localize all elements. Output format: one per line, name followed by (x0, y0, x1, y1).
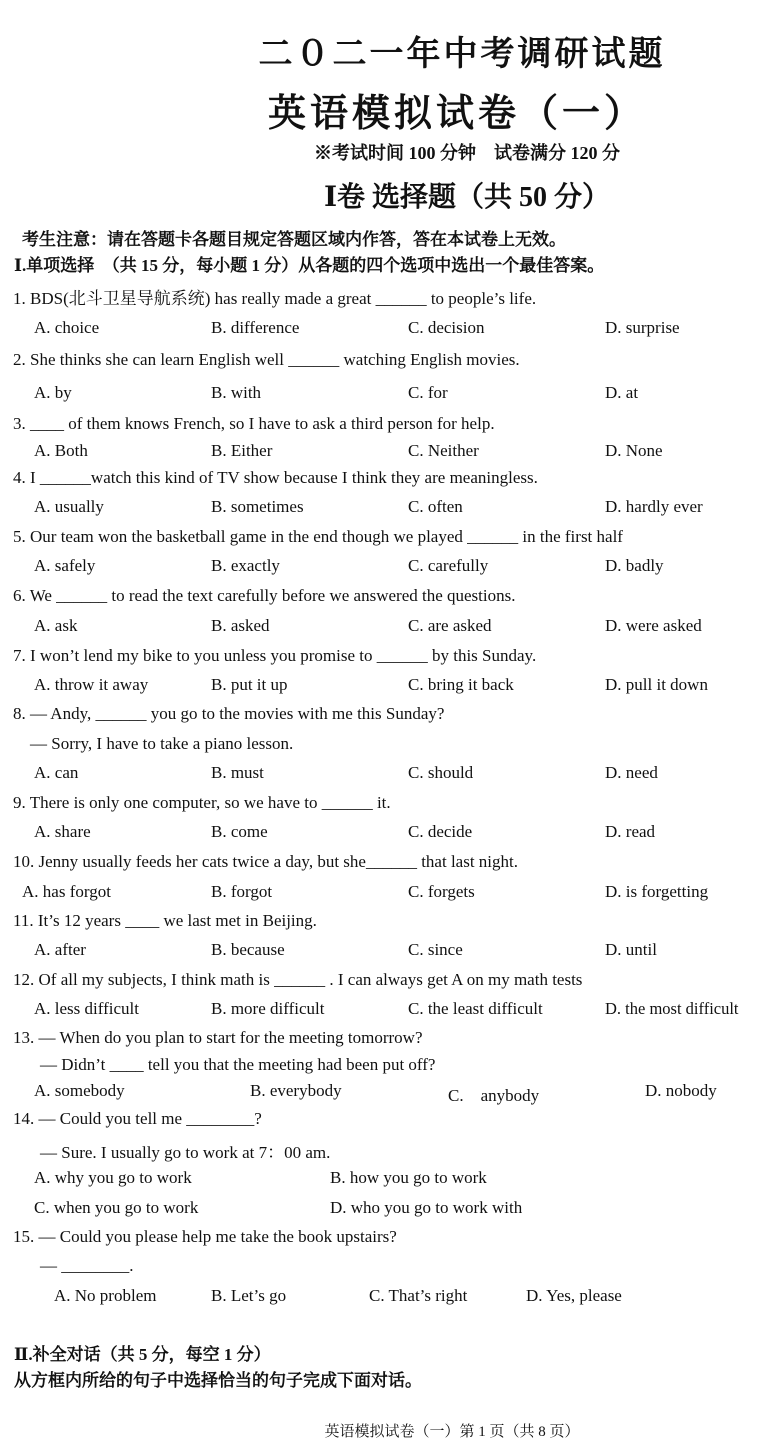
option-c: C. forgets (408, 882, 475, 901)
option-b: B. sometimes (211, 497, 304, 516)
option-b: B. difference (211, 318, 300, 337)
option-b: B. more difficult (211, 999, 325, 1018)
option-c: C. anybody (448, 1086, 540, 1105)
option-d: D. were asked (605, 616, 702, 635)
option-b: B. asked (211, 616, 270, 635)
option-d: D. nobody (645, 1081, 717, 1100)
option-b: B. how you go to work (330, 1168, 487, 1187)
option-a: A. safely (34, 556, 96, 575)
option-c: C. decision (408, 318, 485, 337)
option-d: D. need (605, 763, 658, 782)
option-b: B. everybody (250, 1081, 342, 1100)
option-c: C. That’s right (369, 1286, 468, 1305)
option-a: A. has forgot (22, 882, 111, 901)
option-a: A. less difficult (34, 999, 139, 1018)
option-d: D. the most difficult (605, 999, 739, 1018)
question-stem: 12. Of all my subjects, I think math is ______ . I can always get A on my math tests (13, 970, 583, 989)
option-d: D. None (605, 441, 663, 460)
question-stem-reply: — Sure. I usually go to work at 7：00 am. (40, 1143, 331, 1162)
question-stem: 13. — When do you plan to start for the meeting tomorrow? (13, 1028, 423, 1047)
part-title: Ⅰ卷 选择题（共 50 分） (323, 182, 611, 213)
option-c: C. carefully (408, 556, 489, 575)
option-c: C. bring it back (408, 675, 514, 694)
option-b: B. exactly (211, 556, 280, 575)
option-c: C. should (408, 763, 474, 782)
option-b: B. because (211, 940, 285, 959)
question-stem: 9. There is only one computer, so we have to ______ it. (13, 793, 391, 812)
option-b: B. with (211, 383, 262, 402)
option-a: A. can (34, 763, 79, 782)
option-d: D. Yes, please (526, 1286, 622, 1305)
page-subtitle: 英语模拟试卷（一） (267, 93, 646, 135)
question-stem: 15. — Could you please help me take the book upstairs? (13, 1227, 397, 1246)
question-stem: 2. She thinks she can learn English well ______ watching English movies. (13, 350, 520, 369)
question-stem: 1. BDS(北斗卫星导航系统) has really made a great ______ to people’s life. (13, 289, 537, 308)
option-a: A. usually (34, 497, 104, 516)
option-d: D. pull it down (605, 675, 708, 694)
question-stem-reply: — Didn’t ____ tell you that the meeting had been put off? (40, 1055, 436, 1074)
question-stem: 4. I ______watch this kind of TV show because I think they are meaningless. (13, 468, 538, 487)
question-stem: 8. — Andy, ______ you go to the movies with me this Sunday? (13, 704, 445, 723)
option-c: C. decide (408, 822, 473, 841)
option-a: A. why you go to work (34, 1168, 192, 1187)
option-a: A. share (34, 822, 91, 841)
option-c: C. often (408, 497, 463, 516)
section2-instruction: 从方框内所给的句子中选择恰当的句子完成下面对话。 (14, 1371, 422, 1390)
option-a: A. No problem (54, 1286, 157, 1305)
option-a: A. ask (34, 616, 78, 635)
page-title: 二０二一年中考调研试题 (258, 36, 666, 73)
option-d: D. surprise (605, 318, 680, 337)
question-stem-reply: — Sorry, I have to take a piano lesson. (30, 734, 294, 753)
option-c: C. Neither (408, 441, 479, 460)
option-c: C. the least difficult (408, 999, 543, 1018)
option-b: B. Either (211, 441, 273, 460)
option-c: C. when you go to work (34, 1198, 199, 1217)
question-stem: 10. Jenny usually feeds her cats twice a day, but she______ that last night. (13, 852, 519, 871)
option-a: A. Both (34, 441, 88, 460)
question-stem: 14. — Could you tell me ________? (13, 1109, 262, 1128)
option-b: B. must (211, 763, 264, 782)
section1-heading: Ⅰ.单项选择 （共 15 分，每小题 1 分）从各题的四个选项中选出一个最佳答案。 (14, 256, 605, 275)
question-stem: 11. It’s 12 years ____ we last met in Beijing. (13, 911, 317, 930)
option-d: D. until (605, 940, 657, 959)
question-stem: 6. We ______ to read the text carefully before we answered the questions. (13, 586, 516, 605)
exam-info: ※考试时间 100 分钟 试卷满分 120 分 (314, 143, 620, 163)
option-d: D. who you go to work with (330, 1198, 523, 1217)
option-d: D. badly (605, 556, 664, 575)
option-b: B. come (211, 822, 268, 841)
option-d: D. is forgetting (605, 882, 709, 901)
section2-heading: Ⅱ.补全对话（共 5 分，每空 1 分） (14, 1345, 271, 1364)
option-b: B. forgot (211, 882, 273, 901)
option-d: D. hardly ever (605, 497, 703, 516)
question-stem-reply: — ________. (40, 1256, 134, 1275)
option-c: C. for (408, 383, 448, 402)
option-a: A. throw it away (34, 675, 149, 694)
question-stem: 5. Our team won the basketball game in the end though we played ______ in the first half (13, 527, 623, 546)
option-a: A. somebody (34, 1081, 125, 1100)
option-b: B. put it up (211, 675, 288, 694)
option-d: D. read (605, 822, 656, 841)
page-footer: 英语模拟试卷（一）第 1 页（共 8 页） (324, 1424, 580, 1440)
option-c: C. are asked (408, 616, 492, 635)
option-a: A. by (34, 383, 72, 402)
notice: 考生注意：请在答题卡各题目规定答题区域内作答，答在本试卷上无效。 (22, 230, 566, 249)
option-a: A. after (34, 940, 86, 959)
option-d: D. at (605, 383, 639, 402)
option-b: B. Let’s go (211, 1286, 287, 1305)
option-a: A. choice (34, 318, 100, 337)
question-stem: 3. ____ of them knows French, so I have to ask a third person for help. (13, 414, 495, 433)
option-c: C. since (408, 940, 463, 959)
question-stem: 7. I won’t lend my bike to you unless you promise to ______ by this Sunday. (13, 646, 537, 665)
